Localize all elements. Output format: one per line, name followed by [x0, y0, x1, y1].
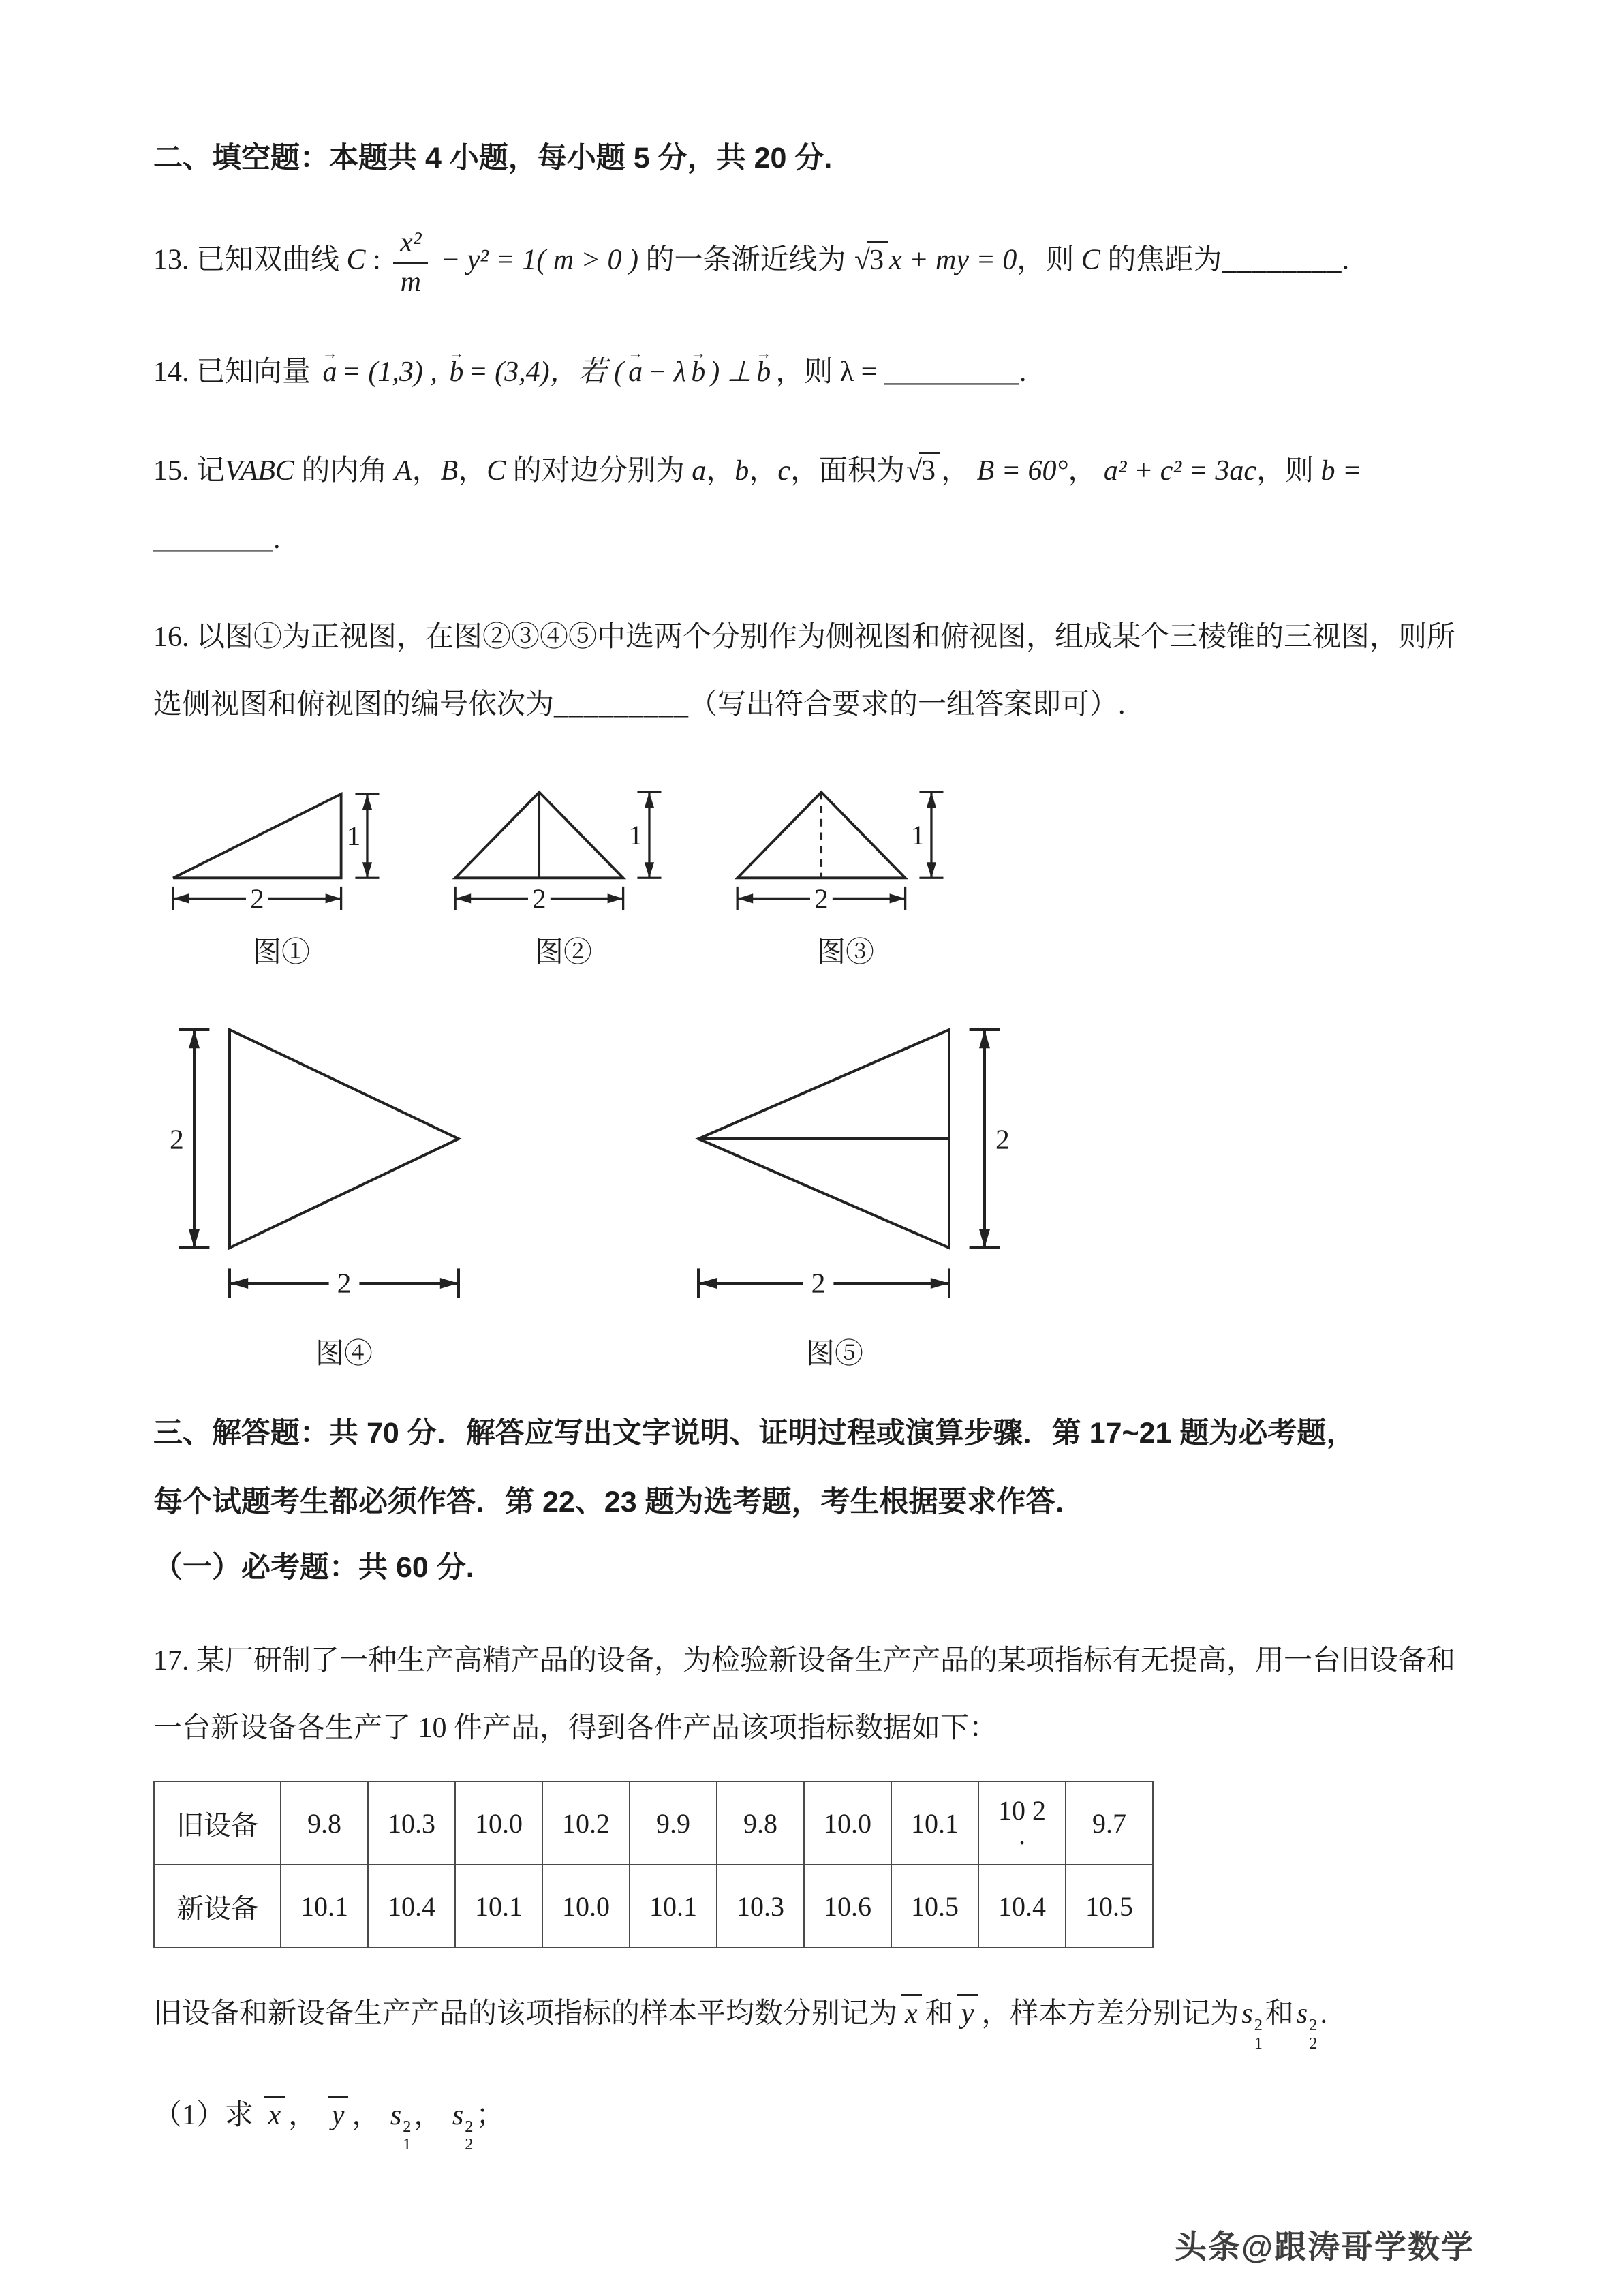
arrow-left-icon: [737, 893, 753, 903]
question-15: [153, 446, 1477, 497]
arrow-up-icon: [927, 792, 936, 808]
q16-text-2: 选侧视图和俯视图的编号依次为: [153, 689, 555, 721]
table-cell: 10.4: [978, 1865, 1066, 1948]
vector-arrow-icon: →: [448, 343, 465, 362]
q15-var-c: c: [777, 455, 790, 487]
table-cell: 10.0: [804, 1781, 891, 1865]
fig5-width-label: 2: [811, 1267, 826, 1299]
q15-radicand: 3: [919, 452, 940, 487]
q13-frac-num: x²: [393, 226, 428, 263]
figure-2-caption: 图②: [534, 936, 592, 968]
q14-var-b-2: b: [691, 356, 706, 388]
q15-eq-3: b =: [1320, 455, 1362, 487]
pt-text-1: 旧设备和新设备生产产品的该项指标的样本平均数分别记为: [153, 1998, 898, 2030]
arrow-right-icon: [440, 1278, 459, 1289]
fig5-height-label: 2: [995, 1123, 1010, 1155]
right-triangle-outline: [173, 794, 341, 878]
arrow-left-icon: [173, 893, 189, 903]
table-cell: 10.1: [891, 1781, 978, 1865]
table-cell: 10.3: [368, 1781, 455, 1865]
section3-heading: [153, 1399, 1477, 1537]
q17p1-var-s1: s: [390, 2099, 402, 2131]
q13-answer-blank: ________: [1222, 244, 1342, 276]
s1-squared: [390, 2099, 412, 2154]
x-bar: [901, 1994, 922, 2030]
fig1-width-label: 2: [250, 883, 264, 914]
vector-b: [448, 343, 465, 398]
q15-var-C: C: [486, 455, 506, 487]
figures-row-1: [166, 766, 1477, 970]
q17p1-comma: ，: [414, 2099, 443, 2131]
q17p1-comma: ，: [352, 2099, 381, 2131]
table-cell: 10.3: [717, 1865, 804, 1948]
q15-comma: ，: [706, 455, 735, 487]
s2-subsup: [465, 2118, 473, 2154]
q17-data-table: [153, 1781, 1154, 1948]
figure-2: [448, 766, 679, 970]
arrow-up-icon: [362, 794, 372, 810]
vector-arrow-icon: →: [690, 343, 707, 362]
table-cell: 10.2: [542, 1781, 630, 1865]
table-cell: 10.4: [368, 1865, 455, 1948]
table-cell: 10.6: [804, 1865, 891, 1948]
arrow-up-icon: [189, 1030, 200, 1048]
q14-period: .: [1019, 356, 1027, 388]
section2-heading: 二、填空题：本题共 4 小题，每小题 5 分，共 20 分.: [153, 142, 833, 174]
figure-3-drawing: [730, 766, 961, 923]
q15-comma: ，: [412, 455, 441, 487]
arrow-down-icon: [189, 1229, 200, 1248]
vector-a-2: [627, 343, 644, 398]
q13-text-2: 的一条渐近线为: [645, 244, 846, 276]
q14-var-b: b: [449, 356, 464, 388]
q13-period: .: [1342, 244, 1349, 276]
q17p1-var-y: y: [331, 2099, 345, 2131]
q13-var-C: C: [346, 244, 366, 276]
vector-b-3: [755, 343, 772, 398]
q15-triangle-symbol: V: [225, 455, 241, 487]
arrow-left-icon: [698, 1278, 717, 1289]
arrow-right-icon: [890, 893, 906, 903]
table-cell: 10.1: [455, 1865, 542, 1948]
q15-comma: ，: [941, 455, 970, 487]
fig4-height-label: 2: [170, 1123, 184, 1155]
question-16: [153, 604, 1477, 738]
question-14: [153, 343, 1477, 398]
arrow-down-icon: [979, 1229, 990, 1248]
q15-var-a: a: [692, 455, 707, 487]
q15-abc: ABC: [240, 455, 294, 487]
s1-subsup: [1254, 2017, 1263, 2053]
table-row-new-device: [154, 1865, 1153, 1948]
figure-4: [153, 1008, 535, 1372]
figures-row-2: [153, 1008, 1477, 1372]
q14-text-2: ，则 λ =: [775, 356, 878, 388]
table-cell: 9.8: [717, 1781, 804, 1865]
figure-1-drawing: [166, 766, 397, 923]
q15-eq-2: a² + c² = 3ac: [1103, 455, 1257, 487]
pt-and-2: 和: [1265, 1998, 1294, 2030]
fig2-width-label: 2: [532, 883, 546, 914]
arrow-right-icon: [931, 1278, 949, 1289]
q13-eq-2: x + my = 0: [889, 244, 1017, 276]
q14-eq-1: = (1,3) ,: [341, 356, 437, 388]
q16-answer-blank: _________: [554, 689, 690, 721]
table-cell: 10.1: [281, 1865, 368, 1948]
q14-var-a: a: [322, 356, 337, 388]
arrow-right-icon: [608, 893, 623, 903]
s2-sub: 2: [1309, 2034, 1318, 2053]
section3-sub-heading: （一）必考题：共 60 分.: [153, 1550, 474, 1584]
pt-and-1: 和: [925, 1998, 954, 2030]
q15-text-1: 15. 记: [153, 455, 226, 487]
q13-var-C-2: C: [1081, 244, 1100, 276]
s1-sub: 1: [1254, 2034, 1263, 2053]
arrow-down-icon: [645, 862, 654, 878]
pt-var-x: x: [905, 1998, 918, 2030]
fig4-width-label: 2: [337, 1267, 352, 1299]
s1-squared: [1241, 1998, 1263, 2053]
q13-eq-1: − y² = 1( m > 0 ): [440, 244, 638, 276]
q13-text-4: 的焦距为: [1107, 244, 1222, 276]
s2-sup: 2: [1309, 2016, 1318, 2035]
table-cell: 10.0: [455, 1781, 542, 1865]
fig3-width-label: 2: [814, 883, 829, 914]
s1-sub: 1: [403, 2135, 412, 2154]
q13-sqrt-3: [854, 236, 888, 286]
q16-line-1: 16. 以图①为正视图，在图②③④⑤中选两个分别作为侧视图和俯视图，组成某个三棱锥的三视图，则所: [153, 622, 1456, 654]
q15-text-3: 的对边分别为: [512, 455, 685, 487]
arrow-up-icon: [645, 792, 654, 808]
q15-var-A: A: [394, 455, 412, 487]
q16-text-3: （写出符合要求的一组答案即可）.: [689, 689, 1126, 721]
radical-sign: √: [854, 244, 871, 276]
s2-sub: 2: [465, 2135, 474, 2154]
s2-sup: 2: [465, 2117, 474, 2136]
y-bar: [328, 2096, 349, 2132]
q17-statistics-sentence: [153, 1989, 1477, 2053]
q13-text-1: 13. 已知双曲线: [153, 244, 340, 276]
q13-frac-den: m: [400, 266, 421, 298]
figure-4-caption: 图④: [315, 1338, 373, 1370]
figure-1: [166, 766, 397, 970]
pt-period: .: [1320, 1998, 1327, 2030]
q17p1-text: （1）求: [153, 2099, 254, 2131]
pt-text-2: ，样本方差分别记为: [981, 1998, 1239, 2030]
q15-text-2: 的内角: [301, 455, 388, 487]
q15-sqrt-3: [906, 446, 940, 497]
figure-3-caption: 图③: [816, 936, 874, 968]
q14-var-b-3: b: [756, 356, 771, 388]
question-15-blank-line: [153, 515, 1477, 565]
section3-line-2: 每个试题考生都必须作答．第 22、23 题为选考题，考生根据要求作答．: [153, 1485, 1085, 1518]
s2-squared: [1296, 1998, 1318, 2053]
y-bar: [957, 1994, 978, 2030]
table-new-label: 新设备: [154, 1865, 281, 1948]
figure-5-drawing: [644, 1008, 1025, 1324]
arrow-right-icon: [326, 893, 341, 903]
question-17: [153, 1627, 1477, 1762]
q14-answer-blank: _________: [884, 356, 1019, 388]
fig3-height-label: 1: [910, 819, 925, 851]
fig1-height-label: 1: [346, 820, 361, 851]
q15-comma: ，: [749, 455, 778, 487]
arrow-down-icon: [362, 862, 372, 878]
table-row-old-device: [154, 1781, 1153, 1865]
q15-answer-blank: ________.: [153, 523, 281, 555]
arrow-left-icon: [230, 1278, 248, 1289]
arrow-up-icon: [979, 1030, 990, 1048]
q13-text-3: ，则: [1017, 244, 1075, 276]
q17p1-var-x: x: [268, 2099, 281, 2131]
figure-5-caption: 图⑤: [805, 1338, 863, 1370]
pt-var-y: y: [961, 1998, 974, 2030]
s2-squared: [452, 2099, 474, 2154]
figure-5: [644, 1008, 1025, 1372]
s1-sup: 2: [1254, 2016, 1263, 2035]
radical-sign: √: [906, 455, 923, 487]
right-pointing-triangle-outline: [230, 1030, 459, 1248]
x-bar: [264, 2096, 285, 2132]
arrow-left-icon: [455, 893, 471, 903]
q17p1-var-s2: s: [452, 2099, 464, 2131]
vector-arrow-icon: →: [628, 343, 644, 362]
question-13: [153, 226, 1477, 299]
arrow-down-icon: [927, 862, 936, 878]
table-cell: 9.7: [1066, 1781, 1153, 1865]
pt-var-s2: s: [1296, 1998, 1308, 2030]
q13-colon: :: [365, 244, 388, 276]
table-cell: 10.1: [630, 1865, 717, 1948]
q15-eq-1: B = 60°: [976, 455, 1068, 487]
vector-a: [322, 343, 339, 398]
q14-eq-2: = (3,4)，若 (: [468, 356, 624, 388]
q15-text-5: ，则: [1256, 455, 1314, 487]
table-cell: 10.5: [1066, 1865, 1153, 1948]
q17p1-semicolon: ；: [476, 2099, 505, 2131]
vector-arrow-icon: →: [756, 343, 772, 362]
table-cell-misprint-dot: .: [1019, 1820, 1025, 1851]
table-cell: 10.5: [891, 1865, 978, 1948]
table-old-label: 旧设备: [154, 1781, 281, 1865]
s2-subsup: [1309, 2017, 1317, 2053]
figure-1-caption: 图①: [252, 936, 310, 968]
q17-line-2: 一台新设备各生产了 10 件产品，得到各件产品该项指标数据如下：: [153, 1712, 998, 1744]
figure-3: [730, 766, 961, 970]
s1-subsup: [403, 2118, 411, 2154]
watermark: 头条@跟涛哥学数学: [1175, 2229, 1474, 2265]
q15-var-B: B: [440, 455, 459, 487]
fig2-height-label: 1: [628, 819, 643, 851]
table-cell-misprint: [978, 1781, 1066, 1865]
table-cell: 9.8: [281, 1781, 368, 1865]
figure-2-drawing: [448, 766, 679, 923]
q15-comma: ，: [1068, 455, 1097, 487]
table-cell: 9.9: [630, 1781, 717, 1865]
table-cell: 10.0: [542, 1865, 630, 1948]
table-cell-misprint-top: 10 2: [998, 1794, 1046, 1826]
s1-sup: 2: [403, 2117, 412, 2136]
q17p1-comma: ，: [288, 2099, 318, 2131]
q15-var-b: b: [735, 455, 749, 487]
q13-radicand: 3: [867, 241, 888, 276]
q17-line-1: 17. 某厂研制了一种生产高精产品的设备，为检验新设备生产产品的某项指标有无提高，用一台旧设备和: [153, 1645, 1456, 1677]
q14-var-a-2: a: [628, 356, 643, 388]
q17-part-1: [153, 2091, 1477, 2154]
q14-text-1: 14. 已知向量: [153, 356, 311, 388]
pt-var-s1: s: [1241, 1998, 1253, 2030]
q13-fraction: [393, 226, 428, 299]
vector-arrow-icon: →: [322, 343, 338, 362]
vector-b-2: [690, 343, 707, 398]
q14-eq-3: − λ: [647, 356, 687, 388]
q15-comma: ，: [458, 455, 487, 487]
figure-4-drawing: [153, 1008, 535, 1324]
section3-line-1: 三、解答题：共 70 分．解答应写出文字说明、证明过程或演算步骤．第 17~21 题为必考题，: [153, 1416, 1356, 1450]
q14-eq-4: ) ⊥: [710, 356, 752, 388]
q16-line-2: [153, 671, 1477, 739]
q15-text-4: ，面积为: [790, 455, 905, 487]
